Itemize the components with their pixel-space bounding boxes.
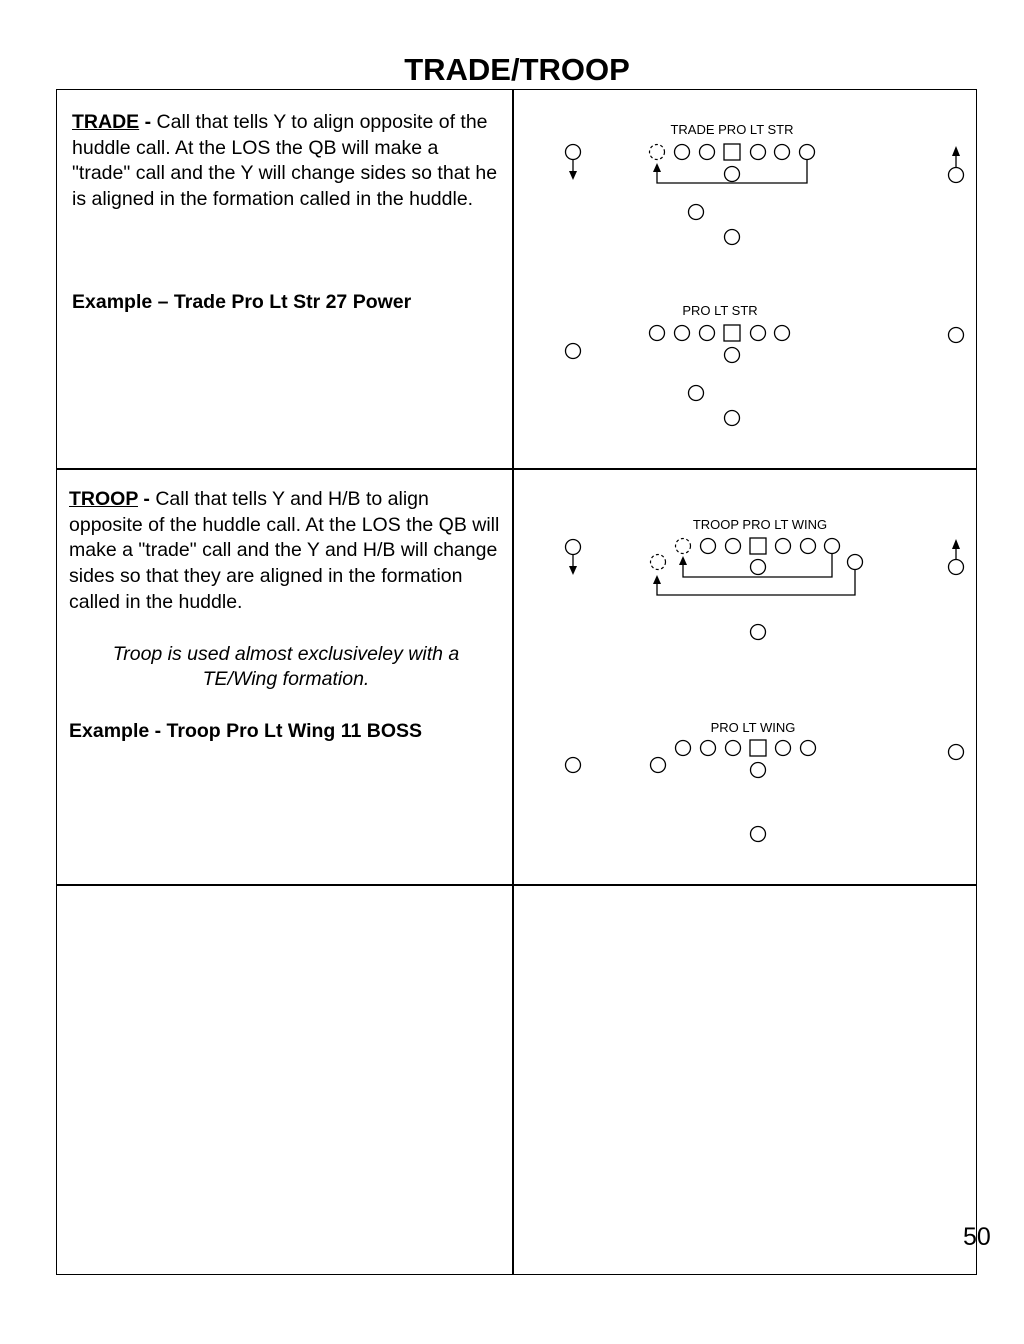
tailback — [725, 411, 740, 426]
lineman — [776, 539, 791, 554]
troop-example: Example - Troop Pro Lt Wing 11 BOSS — [69, 719, 423, 742]
quarterback — [725, 348, 740, 363]
quarterback — [751, 560, 766, 575]
tailback — [751, 827, 766, 842]
flanker-player — [949, 328, 964, 343]
center-square — [724, 325, 740, 341]
y-tight-end — [800, 145, 815, 160]
arrow-head-icon — [952, 146, 960, 156]
trade-description: Call that tells Y to align opposite of the huddle call. At the LOS the QB will make a "trade" call and the Y will change sides so that he is aligned in the formation called in the huddle. — [72, 111, 498, 211]
troop-dash: - — [137, 488, 150, 510]
diagram-label: PRO LT STR — [682, 303, 758, 318]
pro-lt-wing-diagram — [566, 720, 964, 842]
vacated-y-position — [650, 145, 665, 160]
lineman — [775, 326, 790, 341]
center-square — [724, 144, 740, 160]
arrow-head-icon — [569, 171, 577, 180]
pro-lt-str-diagram — [566, 303, 964, 426]
lineman — [675, 326, 690, 341]
tailback — [725, 230, 740, 245]
lineman — [675, 145, 690, 160]
quarterback — [725, 167, 740, 182]
vacated-y-position — [676, 539, 691, 554]
lineman — [801, 539, 816, 554]
arrow-head-icon — [952, 539, 960, 549]
lineman — [801, 741, 816, 756]
troop-note: Troop is used almost exclusiveley with a TE/Wing formation. — [112, 642, 460, 691]
quarterback — [751, 763, 766, 778]
split-end-player — [566, 344, 581, 359]
diagram-label: TRADE PRO LT STR — [670, 122, 794, 137]
lineman — [751, 326, 766, 341]
fullback — [689, 386, 704, 401]
flanker-player — [949, 745, 964, 760]
split-end-player — [566, 540, 581, 555]
wing-halfback — [848, 555, 863, 570]
flanker-player — [949, 168, 964, 183]
tailback — [751, 625, 766, 640]
arrow-head-icon — [653, 575, 661, 584]
vacated-wing-position — [651, 555, 666, 570]
arrow-head-icon — [569, 566, 577, 575]
page-title: TRADE/TROOP — [404, 52, 630, 87]
wing-halfback — [651, 758, 666, 773]
lineman — [776, 741, 791, 756]
y-tight-end — [676, 741, 691, 756]
center-square — [750, 538, 766, 554]
arrow-head-icon — [653, 163, 661, 172]
fullback — [689, 205, 704, 220]
lineman — [751, 145, 766, 160]
split-end-player — [566, 145, 581, 160]
troop-term: TROOP — [69, 488, 138, 510]
arrow-head-icon — [679, 556, 687, 565]
trade-term: TRADE — [72, 111, 140, 133]
trade-pro-lt-str-diagram — [566, 122, 964, 245]
lineman — [701, 539, 716, 554]
trade-example: Example – Trade Pro Lt Str 27 Power — [72, 290, 412, 313]
page-number: 50 — [963, 1223, 991, 1251]
center-square — [750, 740, 766, 756]
lineman — [775, 145, 790, 160]
lineman — [700, 326, 715, 341]
troop-pro-lt-wing-diagram — [566, 517, 964, 640]
y-tight-end — [825, 539, 840, 554]
lineman — [726, 741, 741, 756]
flanker-player — [949, 560, 964, 575]
diagram-label: TROOP PRO LT WING — [692, 517, 828, 532]
lineman — [701, 741, 716, 756]
lineman — [726, 539, 741, 554]
troop-description: Call that tells Y and H/B to align opposite of the huddle call. At the LOS the QB will make a "trade" call and the Y and H/B will change sides so that they are aligned in the formation called in the huddle. — [69, 488, 500, 613]
trade-dash: - — [139, 111, 152, 133]
y-tight-end — [650, 326, 665, 341]
lineman — [700, 145, 715, 160]
split-end-player — [566, 758, 581, 773]
diagram-label: PRO LT WING — [710, 720, 796, 735]
